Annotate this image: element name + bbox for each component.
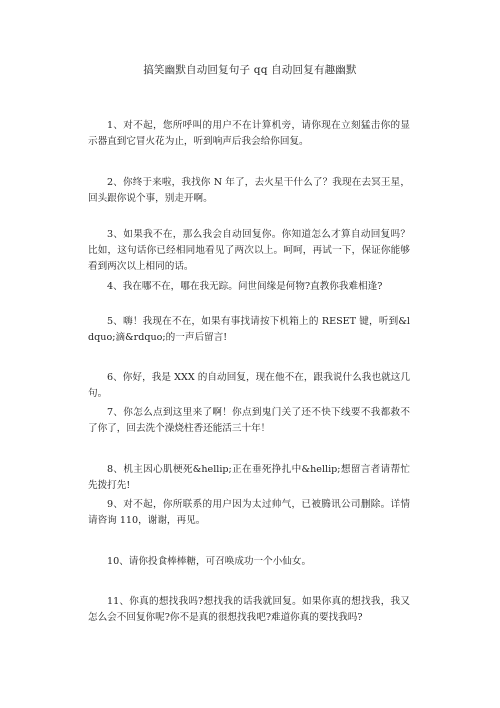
paragraph-8: 8、机主因心肌梗死&hellip;正在垂死挣扎中&hellip;想留言者请帮忙先拨打先! (88, 464, 410, 491)
paragraph-2: 2、你终于来啦，我找你 N 年了，去火星干什么了？我现在去冥王星，回头跟你说个事，别走开啊。 (88, 177, 410, 204)
paragraph-11: 11、你真的想找我吗?想找我的话我就回复。如果你真的想找我，我又怎么会不回复你呢?你不是真的很想找我吧?难道你真的要找我吗? (88, 596, 410, 623)
document-title: 搞笑幽默自动回复句子 qq 自动回复有趣幽默 (143, 64, 357, 76)
paragraph-4: 4、我在哪不在，哪在我无踪。问世间缘是何物?直教你我难相逢? (107, 281, 383, 292)
paragraph-1: 1、对不起，您所呼叫的用户不在计算机旁，请你现在立刻猛击你的显示器直到它冒火花为止，听到响声后我会给你回复。 (88, 120, 410, 147)
paragraph-5: 5、嗨！我现在不在，如果有事找请按下机箱上的 RESET 键，听到&ldquo;滴&rdquo;的一声后留言! (88, 316, 410, 343)
paragraph-3: 3、如果我不在，那么我会自动回复你。你知道怎么才算自动回复吗？比如，这句话你已经相同地看见了两次以上。呵呵，再试一下，保证你能够看到两次以上相同的话。 (88, 229, 410, 272)
paragraph-9: 9、对不起，你所联系的用户因为太过帅气，已被腾讯公司删除。详情请咨询 110，谢谢，再见。 (88, 499, 410, 526)
paragraph-7: 7、你怎么点到这里来了啊！你点到鬼门关了还不快下线要不我都救不了你了，回去洗个澡烧柱香还能活三十年！ (88, 407, 410, 434)
paragraph-6: 6、你好，我是 XXX 的自动回复，现在他不在，跟我说什么我也就这几句。 (88, 372, 410, 399)
paragraph-10: 10、请你投食棒棒糖，可召唤成功一个小仙女。 (107, 556, 312, 567)
